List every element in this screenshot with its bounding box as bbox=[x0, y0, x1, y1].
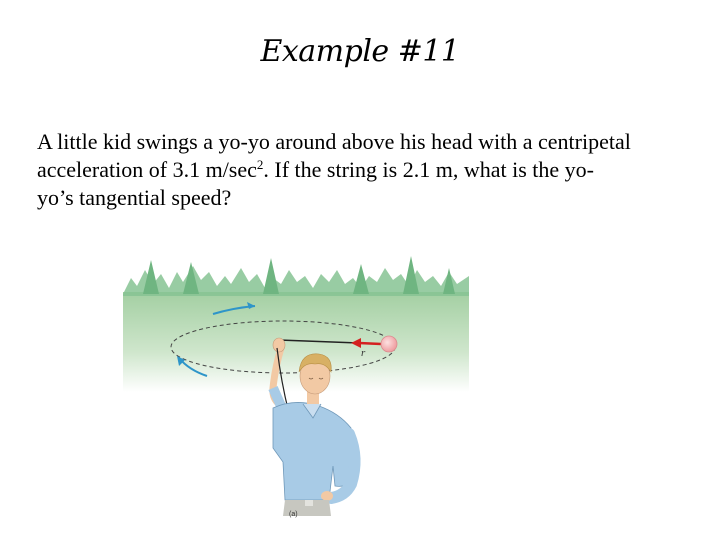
yoyo-figure-svg bbox=[123, 248, 469, 528]
problem-text bbox=[37, 128, 697, 212]
grass-background bbox=[123, 292, 469, 392]
problem-line-2-end: . If the string is 2.1 m, what is the yo- bbox=[263, 157, 594, 182]
problem-line-2-start: acceleration of 3.1 m/sec bbox=[37, 157, 257, 182]
problem-line-2 bbox=[37, 156, 697, 184]
treeline bbox=[123, 256, 469, 296]
problem-line-1: A little kid swings a yo-yo around above his head with a centripetal bbox=[37, 129, 631, 154]
slide-title: Example #11 bbox=[260, 34, 460, 69]
problem-line-3: yo’s tangential speed? bbox=[37, 185, 232, 210]
figure-caption: (a) bbox=[289, 511, 298, 518]
radius-label: r bbox=[361, 347, 366, 359]
exponent-superscript: 2 bbox=[256, 157, 264, 172]
yoyo bbox=[381, 336, 397, 352]
yoyo-illustration bbox=[123, 248, 469, 528]
